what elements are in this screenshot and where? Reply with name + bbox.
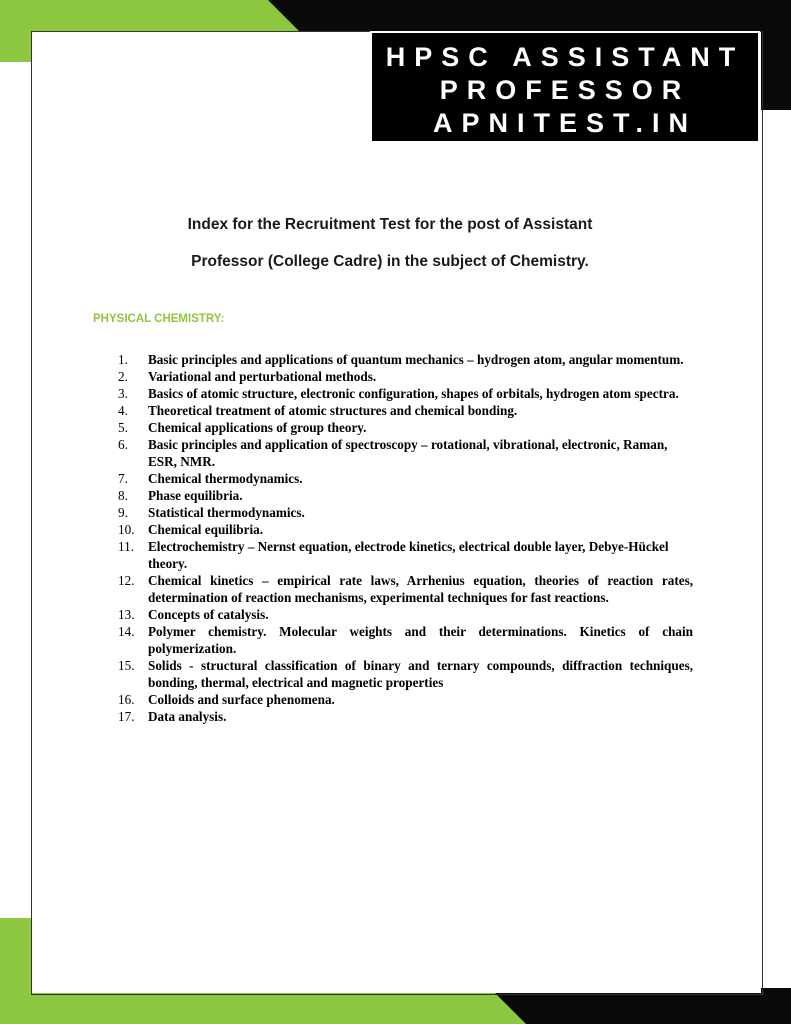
list-item-text: Basics of atomic structure, electronic configuration, shapes of orbitals, hydrogen atom spectra. <box>148 386 679 401</box>
section-label: PHYSICAL CHEMISTRY: <box>93 313 225 325</box>
banner-line-3: APNITEST.IN <box>432 108 698 138</box>
list-item-number-text: 13. <box>118 607 135 622</box>
list-item-text: Colloids and surface phenomena. <box>148 692 335 707</box>
list-item-text: Electrochemistry – Nernst equation, electrode kinetics, electrical double layer, Debye-Hückel theory. <box>148 539 669 571</box>
list-item-number-text: 16. <box>118 692 135 707</box>
list-item-number <box>93 657 148 691</box>
list-item-number <box>93 470 148 487</box>
title-banner <box>370 31 760 143</box>
list-item-number-text: 6. <box>118 437 128 452</box>
list-item-number-text: 7. <box>118 471 128 486</box>
list-item <box>93 504 693 521</box>
list-item-number-text: 2. <box>118 369 128 384</box>
list-item-number <box>93 368 148 385</box>
list-item <box>93 538 693 572</box>
list-item-text: Phase equilibria. <box>148 488 243 503</box>
list-item-number <box>93 538 148 572</box>
heading-line-1: Index for the Recruitment Test for the post of Assistant <box>187 216 593 233</box>
list-item-text: Variational and perturbational methods. <box>148 369 377 384</box>
list-item <box>93 606 693 623</box>
list-item-number <box>93 402 148 419</box>
list-item-text: Statistical thermodynamics. <box>148 505 305 520</box>
list-item-number <box>93 487 148 504</box>
list-item <box>93 521 693 538</box>
list-item-number <box>93 521 148 538</box>
list-item-text: Polymer chemistry. Molecular weights and their determinations. Kinetics of chain polymerization. <box>148 624 693 656</box>
list-item-text: Chemical equilibria. <box>148 522 264 537</box>
list-item <box>93 419 693 436</box>
banner-line-1: HPSC ASSISTANT <box>385 42 745 72</box>
list-item <box>93 470 693 487</box>
list-item-text: Theoretical treatment of atomic structures and chemical bonding. <box>148 403 518 418</box>
list-item-number <box>93 419 148 436</box>
list-item-number <box>93 708 148 725</box>
list-item-number <box>93 572 148 606</box>
list-item-number <box>93 504 148 521</box>
list-item-number <box>93 606 148 623</box>
list-item <box>93 436 693 470</box>
list-item <box>93 708 693 725</box>
list-item-number <box>93 623 148 657</box>
list-item-number-text: 4. <box>118 403 128 418</box>
list-item <box>93 402 693 419</box>
heading-line-2: Professor (College Cadre) in the subject of Chemistry. <box>191 253 589 270</box>
list-item-number <box>93 385 148 402</box>
list-item-text: Chemical thermodynamics. <box>148 471 303 486</box>
list-item-number-text: 14. <box>118 624 135 639</box>
list-item-number-text: 12. <box>118 573 135 588</box>
list-item-number-text: 1. <box>118 352 128 367</box>
list-item-number-text: 17. <box>118 709 135 724</box>
list-item-number-text: 5. <box>118 420 128 435</box>
list-item-number <box>93 691 148 708</box>
list-item <box>93 691 693 708</box>
list-item-text: Concepts of catalysis. <box>148 607 269 622</box>
list-item-text: Solids - structural classification of binary and ternary compounds, diffraction techniques, bonding, thermal, electrical and magnetic properties <box>148 658 693 690</box>
list-item <box>93 487 693 504</box>
list-item <box>93 385 693 402</box>
list-item-text: Chemical kinetics – empirical rate laws, Arrhenius equation, theories of reaction rates, determination of reaction mechanisms, experimental techniques for fast reactions. <box>148 573 693 605</box>
list-item <box>93 351 693 368</box>
list-item-number <box>93 351 148 368</box>
list-item-text: Data analysis. <box>148 709 227 724</box>
banner-line-2: PROFESSOR <box>439 75 691 105</box>
list-item-number-text: 15. <box>118 658 135 673</box>
topic-list <box>93 351 693 725</box>
list-item-text: Basic principles and application of spectroscopy – rotational, vibrational, electronic, Raman, ESR, NMR. <box>148 437 668 469</box>
list-item-number-text: 10. <box>118 522 135 537</box>
list-item-text: Basic principles and applications of quantum mechanics – hydrogen atom, angular momentum. <box>148 352 684 367</box>
list-item <box>93 572 693 606</box>
list-item-number <box>93 436 148 470</box>
document-heading <box>100 206 680 280</box>
list-item-number-text: 8. <box>118 488 128 503</box>
list-item-number-text: 11. <box>118 539 134 554</box>
list-item <box>93 623 693 657</box>
list-item <box>93 657 693 691</box>
list-item-number-text: 3. <box>118 386 128 401</box>
list-item-text: Chemical applications of group theory. <box>148 420 367 435</box>
list-item-number-text: 9. <box>118 505 128 520</box>
list-item <box>93 368 693 385</box>
